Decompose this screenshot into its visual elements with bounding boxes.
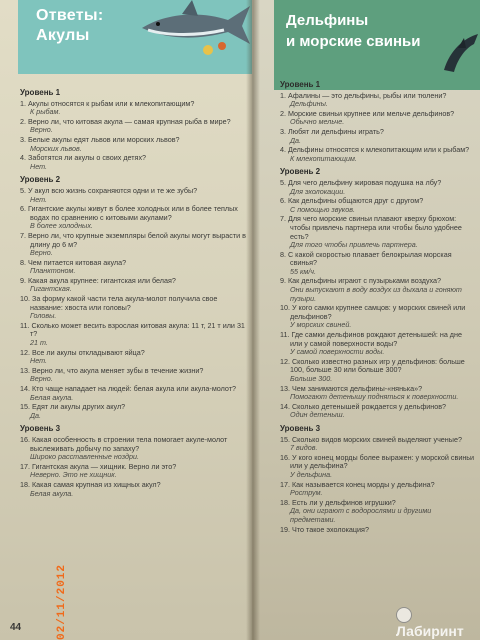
question-text: 10. За форму какой части тела акула-молот получила свое название: хвоста или головы? [20, 294, 218, 312]
answer-text: Рострум. [290, 488, 323, 498]
answer-text: Планктоном. [30, 266, 76, 276]
question-text: 15. Сколько видов морских свиней выделяют ученые? [280, 434, 462, 444]
watermark-logo-icon [396, 607, 412, 623]
question-text: 7. Для чего морские свиньи плавают кверху брюхом: чтобы привлечь партнера или чтобы было удобнее есть? [280, 214, 462, 241]
question-text: 3. Любят ли дельфины играть? [280, 126, 384, 136]
question-text: 8. Чем питается китовая акула? [20, 257, 127, 267]
question-text: 8. С какой скоростью плавает белокрылая морская свинья? [280, 249, 452, 268]
answer-text: 7 видов. [290, 443, 318, 453]
answer-text: Неверно. Это не хищник. [30, 470, 117, 480]
answer-text: К млекопитающим. [290, 153, 357, 163]
question-text: 19. Что такое эхолокация? [280, 524, 369, 534]
answer-text: Да. [290, 135, 302, 145]
watermark-text: Лабиринт [396, 623, 464, 640]
question-text: 7. Верно ли, что крупные экземпляры белой акулы могут вырасти в длину до 6 м? [20, 230, 246, 249]
question-text: 1. Акулы относятся к рыбам или к млекопитающим? [20, 98, 195, 108]
question-text: 5. У акул всю жизнь сохраняются одни и те же зубы? [20, 185, 198, 195]
answer-text: У самой поверхности воды. [290, 347, 385, 357]
left-banner-line1: Ответы: [36, 7, 104, 24]
question-text: 18. Есть ли у дельфинов игрушки? [280, 497, 396, 507]
question-text: 6. Гигантские акулы живут в более холодных или в более теплых водах по сравнению с китовыми акулами? [20, 204, 238, 222]
question-text: 18. Какая самая крупная из хищных акул? [20, 479, 161, 489]
answer-text: Морских львов. [30, 143, 82, 153]
answer-text: Больше 300. [290, 374, 333, 383]
watermark [396, 606, 480, 639]
right-questions-column [280, 76, 476, 534]
answer-text: 21 т. [30, 338, 48, 348]
right-page [252, 0, 480, 640]
answer-text: Да. [30, 410, 42, 420]
question-text: 2. Верно ли, что китовая акула — самая крупная рыба в мире? [20, 116, 231, 126]
answer-text: К рыбам. [30, 107, 61, 117]
question-text: 3. Белые акулы едят львов или морских львов? [20, 134, 180, 144]
answer-text: Гигантская. [30, 284, 72, 294]
answer-text: Нет. [30, 161, 48, 171]
dolphin-illustration [440, 30, 480, 74]
question-text: 9. Как дельфины играют с пузырьками воздуха? [280, 276, 442, 286]
left-answers-column [20, 84, 246, 499]
left-banner [18, 0, 252, 74]
answer-text: Для эхолокации. [290, 186, 346, 196]
question-text: 14. Кто чаще нападает на людей: белая акула или акула-молот? [20, 384, 237, 393]
question-text: 17. Гигантская акула — хищник. Верно ли это? [20, 461, 177, 471]
level-heading: Уровень 2 [280, 167, 321, 177]
right-banner-title [286, 10, 420, 52]
question-text: 12. Все ли акулы откладывают яйца? [20, 347, 145, 357]
question-text: 5. Для чего дельфину жировая подушка на лбу? [280, 177, 442, 187]
answer-text: Один детеныш. [290, 410, 345, 420]
answer-text: 55 км/ч. [290, 266, 317, 276]
question-text: 16. Какая особенность в строении тела помогает акуле-молот выслеживать добычу по запаху? [20, 434, 228, 453]
answer-text: Обычно мельче. [290, 117, 345, 127]
answer-text: Белая акула. [30, 488, 74, 498]
answer-text: Широко расставленные ноздри. [30, 452, 139, 462]
question-text: 14. Сколько детенышей рождается у дельфинов? [280, 401, 447, 411]
level-heading: Уровень 2 [20, 175, 61, 185]
left-banner-title [36, 6, 104, 46]
level-heading: Уровень 3 [20, 424, 61, 434]
answer-text: Они выпускают в воду воздух из дыхала и гоняют пузыри. [290, 285, 462, 303]
answer-text: Верно. [30, 125, 53, 135]
level-heading: Уровень 3 [280, 423, 321, 433]
date-stamp: 02/11/2012 [56, 563, 68, 640]
level-heading: Уровень 1 [20, 88, 61, 97]
question-text: 2. Морские свиньи крупнее или мельче дельфинов? [280, 108, 455, 118]
answer-text: Верно. [30, 374, 53, 384]
question-text: 10. У кого самки крупнее самцов: у морских свиней или дельфинов? [280, 303, 466, 321]
answer-text: У морских свиней. [290, 320, 352, 330]
question-text: 11. Где самки дельфинов рождают детенышей: на дне или у самой поверхности воды? [280, 330, 462, 348]
answer-text: Нет. [30, 194, 48, 204]
question-text: 9. Какая акула крупнее: гигантская или белая? [20, 275, 176, 285]
question-text: 12. Сколько известно разных игр у дельфинов: больше 100, больше 30 или больше 300? [280, 356, 465, 375]
answer-text: Помогают детенышу подняться к поверхности. [290, 392, 459, 402]
question-text: 4. Заботятся ли акулы о своих детях? [20, 153, 147, 163]
answer-text: Нет. [30, 356, 48, 366]
question-text: 1. Афалины — это дельфины, рыбы или тюлени? [280, 90, 447, 100]
question-text: 17. Как называется конец морды у дельфина? [280, 479, 435, 489]
book-gutter [246, 0, 260, 640]
answer-text: В более холодных. [30, 221, 93, 231]
answer-text: Дельфины. [290, 99, 328, 109]
answer-text: Для того чтобы привлечь партнера. [290, 240, 418, 250]
answer-text: С помощью звуков. [290, 204, 355, 214]
question-text: 13. Чем занимаются дельфины-«нянька»? [280, 383, 423, 393]
answer-text: Белая акула. [30, 392, 74, 402]
question-text: 6. Как дельфины общаются друг с другом? [280, 196, 424, 206]
question-text: 13. Верно ли, что акула меняет зубы в течение жизни? [20, 365, 204, 375]
left-banner-line2: Акулы [36, 27, 90, 44]
question-text: 15. Едят ли акулы других акул? [20, 402, 126, 412]
question-text: 4. Дельфины относятся к млекопитающим или к рыбам? [280, 145, 470, 155]
answer-text: Да, они играют с водорослями и другими предметами. [290, 506, 432, 524]
page-number: 44 [10, 622, 22, 633]
right-banner-line2: и морские свиньи [286, 33, 421, 50]
answer-text: Головы. [30, 311, 57, 321]
answer-text: Верно. [30, 248, 53, 258]
shark-illustration [138, 0, 252, 60]
right-banner-line1: Дельфины [286, 12, 369, 29]
level-heading: Уровень 1 [280, 80, 321, 89]
answer-text: У дельфина. [290, 469, 333, 479]
question-text: 11. Сколько может весить взрослая китовая акула: 11 т, 21 т или 31 т? [20, 320, 245, 339]
question-text: 16. У кого конец морды более выражен: у морской свиньи или у дельфина? [280, 452, 475, 471]
